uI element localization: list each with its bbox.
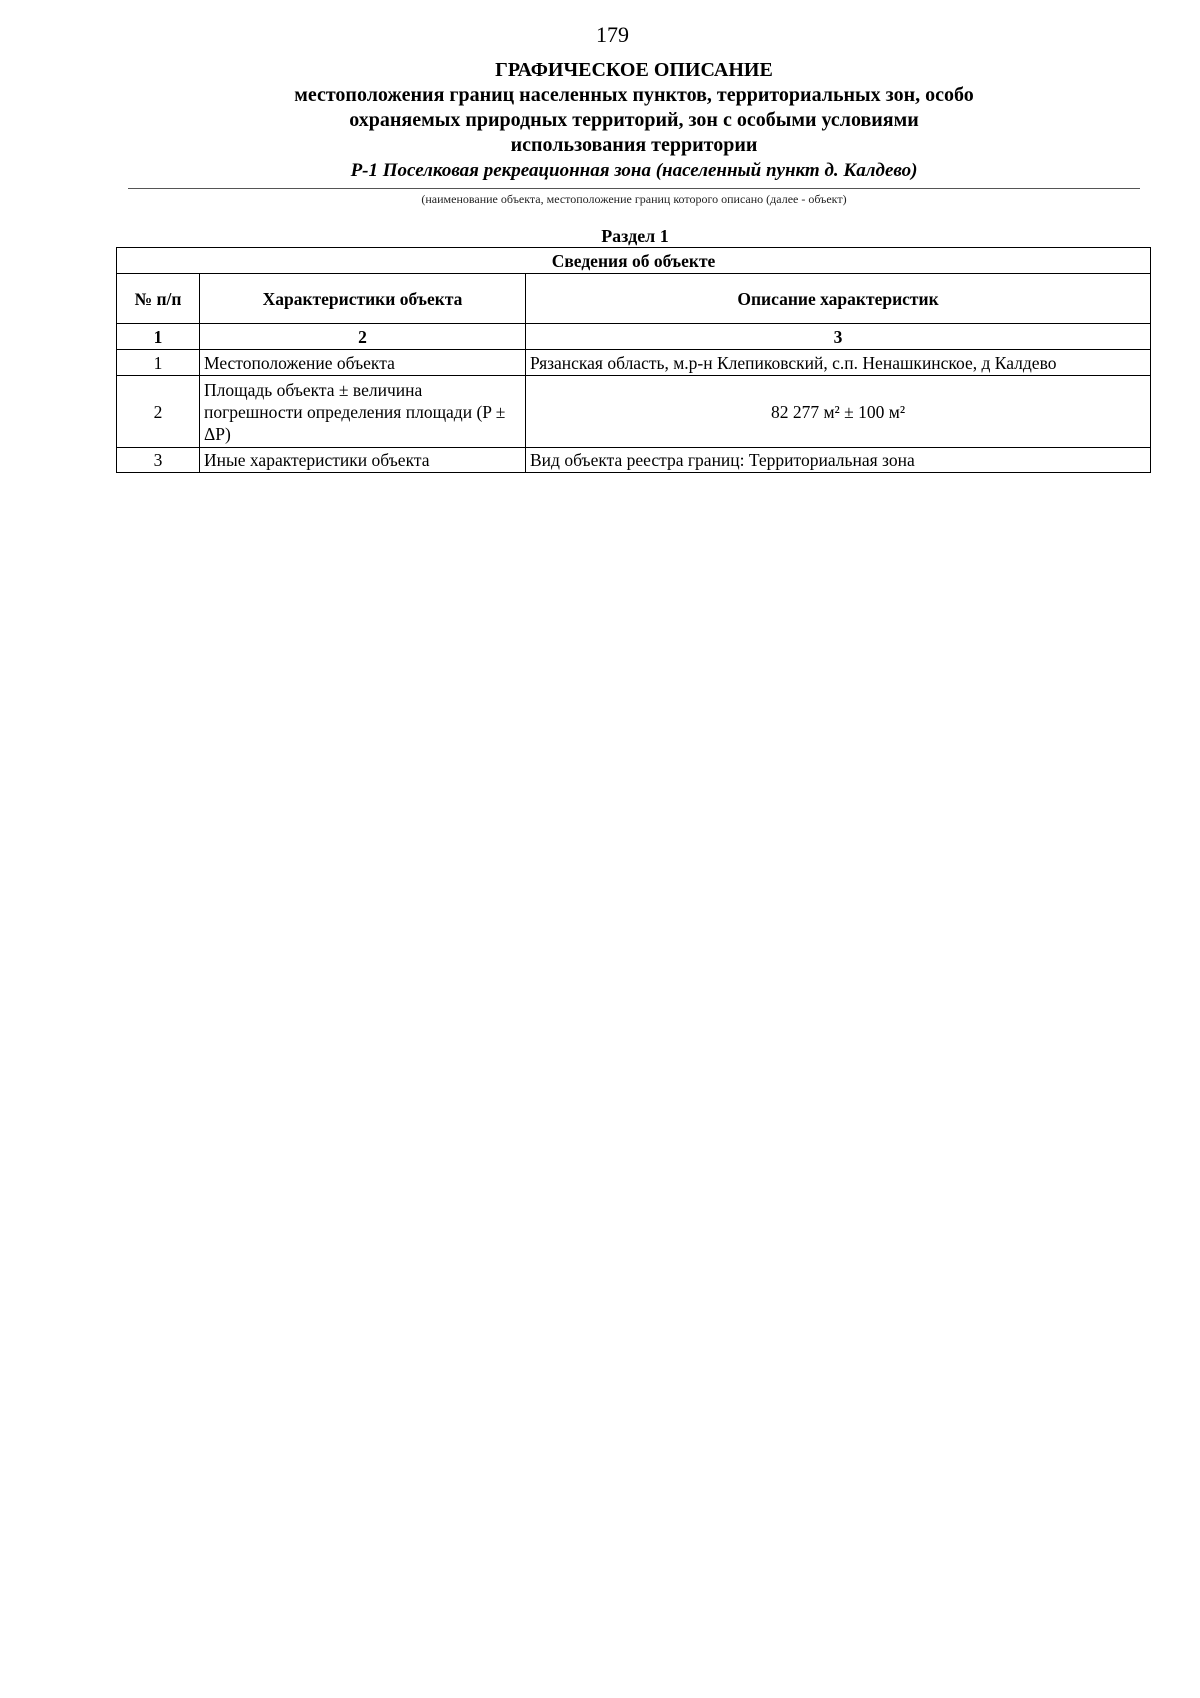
title-block [128, 58, 1140, 183]
row-description: 82 277 м² ± 100 м² [526, 376, 1151, 448]
row-characteristic: Местоположение объекта [200, 350, 526, 376]
object-caption: (наименование объекта, местоположение границ которого описано (далее - объект) [421, 192, 847, 206]
row-description: Рязанская область, м.р-н Клепиковский, с.п. Ненашкинское, д Калдево [526, 350, 1151, 376]
row-number: 1 [117, 350, 200, 376]
page-number: 179 [596, 22, 629, 47]
table-row [117, 350, 1151, 376]
table-header-row [117, 274, 1151, 324]
column-index: 2 [200, 324, 526, 350]
column-index: 3 [526, 324, 1151, 350]
row-characteristic: Площадь объекта ± величина погрешности определения площади (P ± ΔP) [200, 376, 526, 448]
section-title: Раздел 1 [601, 226, 669, 246]
row-number: 2 [117, 376, 200, 448]
column-index-row [117, 324, 1151, 350]
object-info-table [116, 247, 1151, 473]
row-number: 3 [117, 448, 200, 473]
column-index: 1 [117, 324, 200, 350]
column-header-characteristic: Характеристики объекта [200, 274, 526, 324]
row-characteristic: Иные характеристики объекта [200, 448, 526, 473]
table-row [117, 376, 1151, 448]
table-row [117, 448, 1151, 473]
row-description: Вид объекта реестра границ: Территориальная зона [526, 448, 1151, 473]
column-header-number: № п/п [117, 274, 200, 324]
object-name: Р-1 Поселковая рекреационная зона (населенный пункт д. Калдево) [350, 160, 918, 181]
table-caption-row [117, 248, 1151, 274]
table-caption: Сведения об объекте [117, 248, 1151, 274]
object-name-underline [128, 188, 1140, 189]
document-subtitle: местоположения границ населенных пунктов, территориальных зон, особо охраняемых природных территорий, зон с особыми условиями использования территории [294, 84, 974, 156]
document-title: ГРАФИЧЕСКОЕ ОПИСАНИЕ [495, 59, 773, 81]
column-header-description: Описание характеристик [526, 274, 1151, 324]
